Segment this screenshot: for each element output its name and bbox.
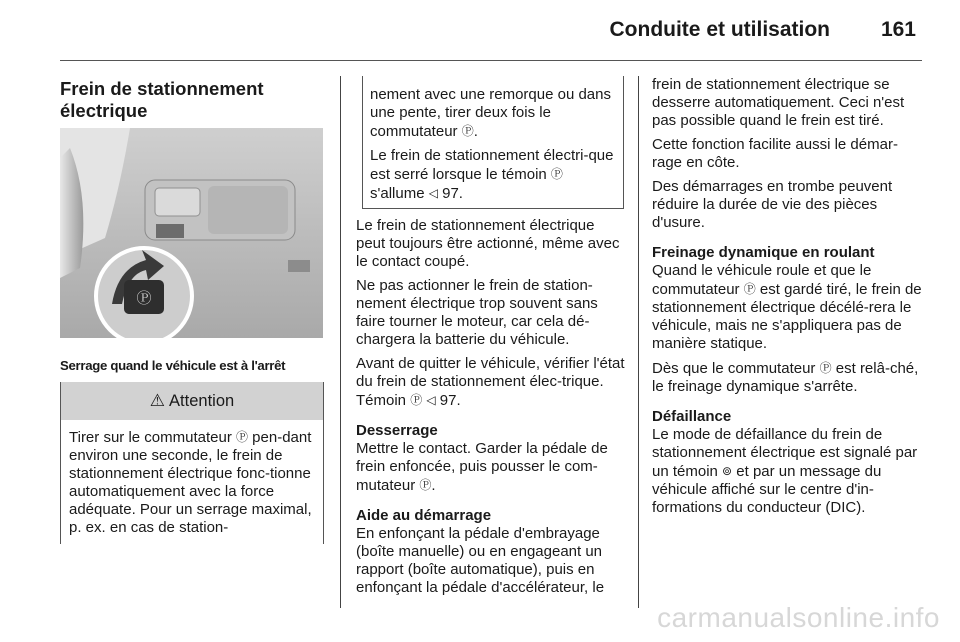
heading-aide-demarrage: Aide au démarrage <box>356 507 492 524</box>
reference-arrow-icon: ◁ <box>428 186 438 200</box>
heading-desserrage: Desserrage <box>356 422 438 439</box>
paragraph-auto-release: frein de stationnement électrique se desserre automatiquement. Ceci n'est pas possible quand le frein est tiré. <box>652 76 905 129</box>
header-rule <box>60 60 922 61</box>
park-brake-icon: Ⓟ <box>410 393 423 407</box>
paragraph-check-before-leaving: Avant de quitter le véhicule, vérifier l'état du frein de stationnement élec-trique. Témoin Ⓟ ◁ 97. <box>356 355 625 409</box>
paragraph-battery: Ne pas actionner le frein de station-nement électrique trop souvent sans faire tourner le moteur, car cela dé-chargera la batterie du véhicule. <box>356 277 598 348</box>
paragraph-wear: Des démarrages en trombe peuvent réduire la durée de vie des pièces d'usure. <box>652 178 893 231</box>
heading-freinage-dynamique: Freinage dynamique en roulant <box>652 244 875 261</box>
heading-defaillance: Défaillance <box>652 408 732 425</box>
paragraph-ignition-off: Le frein de stationnement électrique peut toujours être actionné, même avec le contact coupé. <box>356 217 620 270</box>
park-brake-icon: Ⓟ <box>461 124 474 138</box>
park-brake-icon: Ⓟ <box>550 167 563 181</box>
column-separator-1 <box>340 76 341 608</box>
warning-lamp-paragraph: Le frein de stationnement électri-que est serré lorsque le témoin Ⓟ s'allume ◁ 97. <box>370 147 614 202</box>
column-2-text <box>356 217 626 603</box>
paragraph-aide-demarrage: En enfonçant la pédale d'embrayage (boîte manuelle) ou en engageant un rapport (boîte automatique), puis en enfonçant la pédale d'accélérateur, le <box>356 525 605 596</box>
warning-box <box>60 382 324 544</box>
section-title: Frein de stationnement électrique <box>60 78 264 121</box>
paragraph-freinage-dynamique: Quand le véhicule roule et que le commutateur Ⓟ est gardé tiré, le frein de stationnement électrique décélé-rera le véhicule, mais ne s'appliquera pas de manière statique. <box>652 262 922 352</box>
paragraph-desserrage: Mettre le contact. Garder la pédale de frein enfoncée, puis pousser le com-mutateur Ⓟ. <box>356 440 608 494</box>
warning-continued-paragraph: nement avec une remorque ou dans une pente, tirer deux fois le commutateur Ⓟ. <box>370 86 611 140</box>
running-header: Conduite et utilisation <box>609 18 830 41</box>
photo-caption: Serrage quand le véhicule est à l'arrêt <box>60 358 286 373</box>
column-3-text <box>652 76 924 523</box>
warning-label: Attention <box>169 391 235 410</box>
warning-box-continued <box>362 76 624 209</box>
paragraph-hill-start: Cette fonction facilite aussi le démar-rage en côte. <box>652 136 898 171</box>
reference-arrow-icon: ◁ <box>426 393 436 407</box>
park-brake-icon: Ⓟ <box>743 282 756 296</box>
fault-lamp-icon: ⊚ <box>722 464 733 478</box>
warning-text: Tirer sur le commutateur Ⓟ pen-dant environ une seconde, le frein de stationnement électrique fonc-tionne automatiquement avec la force adéquate. Pour un serrage maximal, p. ex. en cas de station- <box>69 429 312 536</box>
paragraph-release-stops: Dès que le commutateur Ⓟ est relâ-ché, le freinage dynamique s'arrête. <box>652 360 919 395</box>
svg-text:Ⓟ: Ⓟ <box>136 289 152 307</box>
parking-brake-console-photo <box>60 128 323 338</box>
column-separator-2 <box>638 76 639 608</box>
warning-header <box>61 382 323 420</box>
park-brake-icon: Ⓟ <box>419 478 432 492</box>
park-brake-icon: Ⓟ <box>236 430 249 444</box>
paragraph-defaillance: Le mode de défaillance du frein de stationnement électrique est signalé par un témoin ⊚ et par un message du véhicule affiché sur le centre d'in-formations du conducteur (DIC). <box>652 426 918 516</box>
page-number: 161 <box>880 18 916 41</box>
park-brake-icon: Ⓟ <box>819 361 832 375</box>
watermark: carmanualsonline.info <box>657 602 940 633</box>
warning-triangle-icon: ⚠ <box>149 391 166 410</box>
